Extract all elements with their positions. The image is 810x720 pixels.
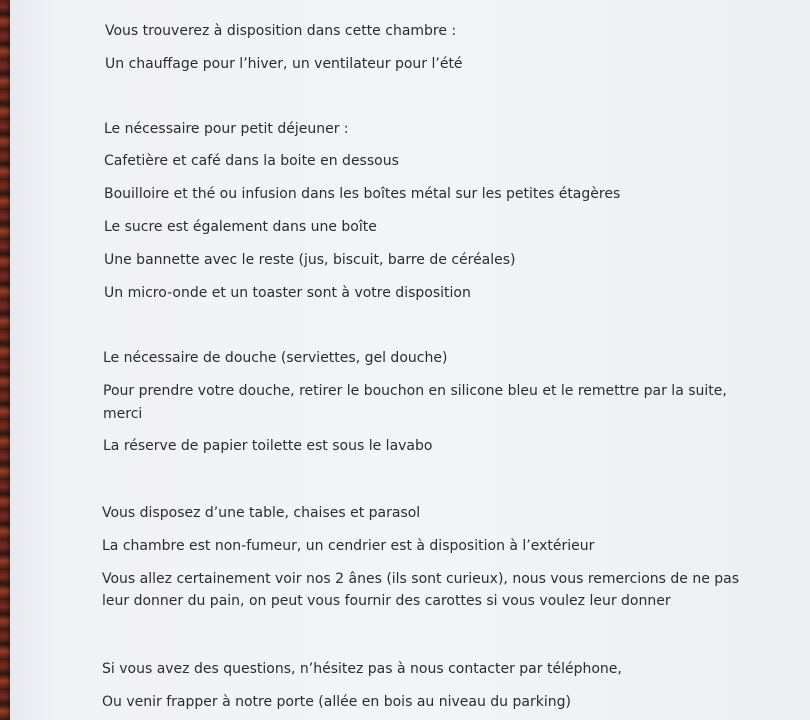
text-line: Le nécessaire pour petit déjeuner : [104,121,349,137]
text-line: La chambre est non-fumeur, un cendrier est à disposition à l’extérieur [102,538,595,554]
text-line: Une bannette avec le reste (jus, biscuit, barre de céréales) [104,252,516,268]
text-line: Vous disposez d’une table, chaises et parasol [102,505,421,521]
text-line: Ou venir frapper à notre porte (allée en bois au niveau du parking) [102,694,571,710]
text-line: Le nécessaire de douche (serviettes, gel douche) [103,350,448,366]
text-line: Cafetière et café dans la boite en dessous [104,153,399,169]
text-line: Bouilloire et thé ou infusion dans les boîtes métal sur les petites étagères [104,186,621,202]
text-line: Vous trouverez à disposition dans cette chambre : [105,23,457,39]
paper-sheet [10,0,810,720]
text-line: merci [103,406,143,422]
text-line: Si vous avez des questions, n’hésitez pas à nous contacter par téléphone, [102,661,622,677]
text-line: leur donner du pain, on peut vous fournir des carottes si vous voulez leur donner [102,593,671,609]
text-line: Le sucre est également dans une boîte [104,219,377,235]
text-line: La réserve de papier toilette est sous le lavabo [103,438,433,454]
text-line: Vous allez certainement voir nos 2 ânes (ils sont curieux), nous vous remercions de ne pas [102,571,740,587]
text-line: Pour prendre votre douche, retirer le bouchon en silicone bleu et le remettre par la suite, [103,383,727,399]
text-line: Un chauffage pour l’hiver, un ventilateur pour l’été [105,56,463,72]
text-line: Un micro-onde et un toaster sont à votre disposition [104,285,471,301]
